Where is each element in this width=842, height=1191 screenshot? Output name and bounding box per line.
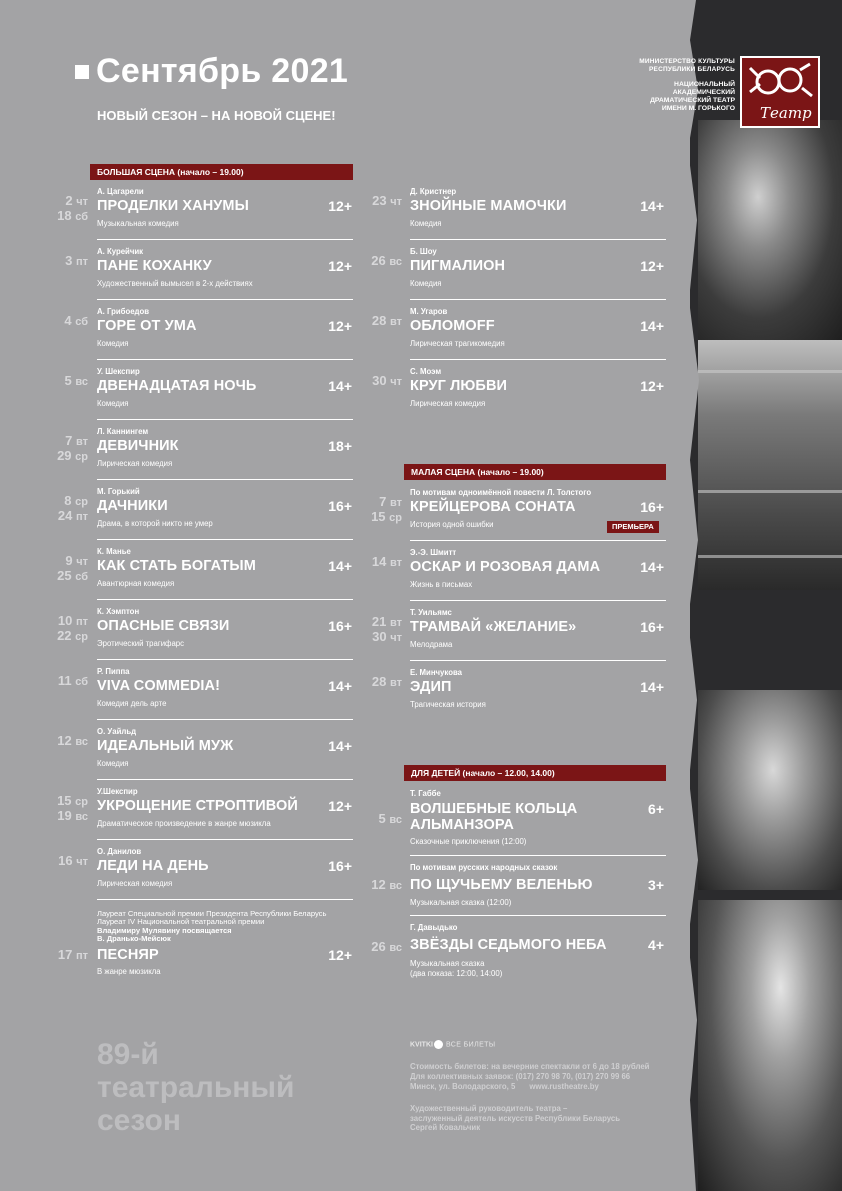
event-title: ЗНОЙНЫЕ МАМОЧКИ: [410, 198, 567, 214]
event-title: ДЕВИЧНИК: [97, 438, 179, 454]
event-genre: Художественный вымысел в 2-х действиях: [97, 279, 253, 288]
event-genre: Сказочные приключения (12:00): [410, 837, 527, 846]
event-author: У. Шекспир: [97, 367, 140, 376]
event-author: К. Манье: [97, 547, 131, 556]
age-rating: 12+: [328, 318, 352, 334]
ticket-price: Стоимость билетов: на вечерние спектакли от 6 до 18 рублей: [410, 1062, 650, 1071]
event-genre: Музыкальная сказка (два показа: 12:00, 14:00): [410, 959, 503, 978]
event-date: 8 ср 24 пт: [57, 493, 88, 523]
event-date: 12 вс: [57, 733, 88, 748]
event-title: ПРОДЕЛКИ ХАНУМЫ: [97, 198, 249, 214]
event-author: М. Угаров: [410, 307, 448, 316]
photo-actress-scaffold: [698, 340, 842, 590]
age-rating: 3+: [648, 877, 664, 893]
theatre-logo: [740, 56, 820, 128]
theatre-name: НАЦИОНАЛЬНЫЙ АКАДЕМИЧЕСКИЙ ДРАМАТИЧЕСКИЙ ТЕАТР ИМЕНИ М. ГОРЬКОГО: [650, 81, 735, 112]
event-author: К. Хэмптон: [97, 607, 140, 616]
age-rating: 16+: [328, 858, 352, 874]
page-title: Сентябрь 2021: [96, 52, 349, 90]
event-author: Г. Давыдько: [410, 923, 458, 932]
event-date: 30 чт: [372, 373, 402, 388]
divider: [97, 479, 353, 480]
event-genre: Эротический трагифарс: [97, 639, 185, 648]
event-genre: Комедия: [97, 339, 129, 348]
director-credit: Художественный руководитель театра – заслуженный деятель искусств Республики Беларусь Сергей Ковальчик: [410, 1104, 621, 1133]
event-genre: История одной ошибки: [410, 520, 494, 529]
event-date: 15 ср 19 вс: [57, 793, 88, 823]
event-title: ДВЕНАДЦАТАЯ НОЧЬ: [97, 378, 257, 394]
event-genre: Лирическая трагикомедия: [410, 339, 505, 348]
age-rating: 12+: [328, 198, 352, 214]
event-author: Е. Минчукова: [410, 668, 462, 677]
event-title: КАК СТАТЬ БОГАТЫМ: [97, 558, 256, 574]
event-title: ВОЛШЕБНЫЕ КОЛЬЦА АЛЬМАНЗОРА: [410, 801, 578, 833]
divider: [410, 239, 666, 240]
logo-wordmark: Театр: [760, 104, 812, 122]
event-date: 2 чт 18 сб: [57, 193, 88, 223]
page-subtitle: НОВЫЙ СЕЗОН – НА НОВОЙ СЦЕНЕ!: [97, 108, 336, 123]
event-title: ОПАСНЫЕ СВЯЗИ: [97, 618, 230, 634]
event-author: Р. Пиппа: [97, 667, 130, 676]
divider: [97, 779, 353, 780]
divider: [410, 855, 666, 856]
age-rating: 14+: [328, 738, 352, 754]
divider: [410, 600, 666, 601]
event-author: Б. Шоу: [410, 247, 437, 256]
event-genre: Лирическая комедия: [97, 459, 173, 468]
event-title: ПО ЩУЧЬЕМУ ВЕЛЕНЬЮ: [410, 877, 593, 893]
event-date: 17 пт: [57, 947, 88, 962]
section-small-stage: МАЛАЯ СЦЕНА (начало – 19.00): [404, 464, 666, 480]
event-author: По мотивам одноимённой повести Л. Толстого: [410, 488, 592, 497]
event-title: КРЕЙЦЕРОВА СОНАТА: [410, 499, 576, 515]
age-rating: 14+: [640, 679, 664, 695]
event-title: ЛЕДИ НА ДЕНЬ: [97, 858, 209, 874]
event-date: 14 вт: [371, 554, 402, 569]
event-date: 11 сб: [57, 673, 88, 688]
age-rating: 14+: [328, 378, 352, 394]
event-date: 7 вт 15 ср: [371, 494, 402, 524]
event-author: Л. Каннингем: [97, 427, 149, 436]
age-rating: 16+: [328, 498, 352, 514]
event-genre: Комедия: [410, 219, 442, 228]
season-label: 89-й театральный сезон: [97, 1038, 295, 1137]
kvitki-logo: KVITKI: [410, 1041, 433, 1049]
divider: [97, 899, 353, 900]
divider: [97, 599, 353, 600]
address: Минск, ул. Володарского, 5: [410, 1082, 516, 1091]
divider: [97, 239, 353, 240]
age-rating: 14+: [640, 198, 664, 214]
event-genre: Авантюрная комедия: [97, 579, 175, 588]
event-date: 12 вс: [371, 877, 402, 892]
divider: [410, 359, 666, 360]
event-date: 9 чт 25 сб: [57, 553, 88, 583]
event-date: 5 вс: [64, 373, 88, 388]
divider: [410, 540, 666, 541]
event-title: ПАНЕ КОХАНКУ: [97, 258, 212, 274]
age-rating: 12+: [640, 258, 664, 274]
divider: [97, 719, 353, 720]
divider: [97, 419, 353, 420]
ministry-label: МИНИСТЕРСТВО КУЛЬТУРЫ РЕСПУБЛИКИ БЕЛАРУСЬ: [639, 58, 735, 73]
event-title: ПИГМАЛИОН: [410, 258, 506, 274]
event-genre: Комедия: [97, 759, 129, 768]
kvitki-tagline: ВСЕ БИЛЕТЫ: [445, 1041, 496, 1049]
event-title: УКРОЩЕНИЕ СТРОПТИВОЙ: [97, 798, 298, 814]
event-author: А. Грибоедов: [97, 307, 150, 316]
event-title: ЗВЁЗДЫ СЕДЬМОГО НЕБА: [410, 937, 607, 953]
event-author: По мотивам русских народных сказок: [410, 863, 558, 872]
award-note: Лауреат Специальной премии Президента Республики Беларусь Лауреат IV Национальной театральной премии Владимиру Мулявину посвящается В. Дранько-Мейсюк: [97, 909, 327, 943]
photo-clown-actor: [698, 900, 842, 1191]
event-title: КРУГ ЛЮБВИ: [410, 378, 508, 394]
age-rating: 12+: [328, 258, 352, 274]
section-kids: ДЛЯ ДЕТЕЙ (начало – 12.00, 14.00): [404, 765, 666, 781]
event-author: С. Моэм: [410, 367, 442, 376]
website-link: www.rustheatre.by: [529, 1082, 599, 1091]
event-author: А. Курейчик: [97, 247, 144, 256]
event-author: У.Шекспир: [97, 787, 138, 796]
event-date: 10 пт 22 ср: [57, 613, 88, 643]
event-author: Д. Кристнер: [410, 187, 457, 196]
divider: [410, 299, 666, 300]
event-date: 26 вс: [371, 253, 402, 268]
event-date: 28 вт: [371, 674, 402, 689]
divider: [97, 839, 353, 840]
event-genre: Мелодрама: [410, 640, 453, 649]
age-rating: 4+: [648, 937, 664, 953]
event-title: ДАЧНИКИ: [97, 498, 168, 514]
event-title: ОСКАР И РОЗОВАЯ ДАМА: [410, 559, 601, 575]
event-genre: Драматическое произведение в жанре мюзикла: [97, 819, 271, 828]
event-genre: Драма, в которой никто не умер: [97, 519, 213, 528]
age-rating: 12+: [328, 798, 352, 814]
event-date: 21 вт 30 чт: [371, 614, 402, 644]
title-bullet: [75, 65, 89, 79]
event-title: ОБЛОМOFF: [410, 318, 495, 334]
event-genre: Музыкальная сказка (12:00): [410, 898, 512, 907]
photo-group-scene: [698, 690, 842, 890]
premiere-badge: ПРЕМЬЕРА: [607, 521, 659, 533]
event-genre: В жанре мюзикла: [97, 967, 161, 976]
event-genre: Жизнь в письмах: [410, 580, 473, 589]
age-rating: 14+: [328, 558, 352, 574]
address-line: [410, 1082, 599, 1092]
age-rating: 6+: [648, 801, 664, 817]
event-title: ТРАМВАЙ «ЖЕЛАНИЕ»: [410, 619, 577, 635]
event-author: Э.-Э. Шмитт: [410, 548, 457, 557]
event-date: 5 вс: [378, 811, 402, 826]
event-date: 7 вт 29 ср: [57, 433, 88, 463]
age-rating: 14+: [640, 559, 664, 575]
event-title: ПЕСНЯР: [97, 947, 159, 963]
event-genre: Лирическая комедия: [97, 879, 173, 888]
event-genre: Музыкальная комедия: [97, 219, 179, 228]
divider: [97, 539, 353, 540]
event-genre: Комедия: [97, 399, 129, 408]
photo-strip: [690, 0, 842, 1191]
age-rating: 16+: [640, 499, 664, 515]
event-author: Т. Уильямс: [410, 608, 452, 617]
event-genre: Трагическая история: [410, 700, 486, 709]
age-rating: 14+: [328, 678, 352, 694]
event-title: VIVA COMMEDIA!: [97, 678, 221, 694]
event-title: ИДЕАЛЬНЫЙ МУЖ: [97, 738, 234, 754]
event-genre: Лирическая комедия: [410, 399, 486, 408]
event-date: 28 вт: [371, 313, 402, 328]
event-genre: Комедия: [410, 279, 442, 288]
photo-actors-couple: [698, 120, 842, 340]
age-rating: 18+: [328, 438, 352, 454]
age-rating: 16+: [328, 618, 352, 634]
age-rating: 14+: [640, 318, 664, 334]
group-booking: Для коллективных заявок: (017) 270 98 70, (017) 270 99 66: [410, 1072, 631, 1081]
section-big-stage: БОЛЬШАЯ СЦЕНА (начало – 19.00): [90, 164, 353, 180]
kvitki-circle-icon: [434, 1040, 443, 1049]
event-date: 16 чт: [58, 853, 88, 868]
event-date: 26 вс: [371, 939, 402, 954]
age-rating: 12+: [328, 947, 352, 963]
tickets-brand: [410, 1040, 495, 1049]
event-author: О. Данилов: [97, 847, 142, 856]
event-date: 4 сб: [64, 313, 88, 328]
divider: [97, 299, 353, 300]
event-author: А. Цагарели: [97, 187, 144, 196]
event-author: Т. Габбе: [410, 789, 441, 798]
event-author: М. Горький: [97, 487, 140, 496]
divider: [97, 659, 353, 660]
age-rating: 16+: [640, 619, 664, 635]
divider: [410, 915, 666, 916]
event-genre: Комедия дель арте: [97, 699, 167, 708]
age-rating: 12+: [640, 378, 664, 394]
event-author: О. Уайльд: [97, 727, 137, 736]
event-date: 23 чт: [372, 193, 402, 208]
divider: [410, 660, 666, 661]
event-date: 3 пт: [65, 253, 88, 268]
event-title: ГОРЕ ОТ УМА: [97, 318, 197, 334]
event-title: ЭДИП: [410, 679, 452, 695]
divider: [97, 359, 353, 360]
